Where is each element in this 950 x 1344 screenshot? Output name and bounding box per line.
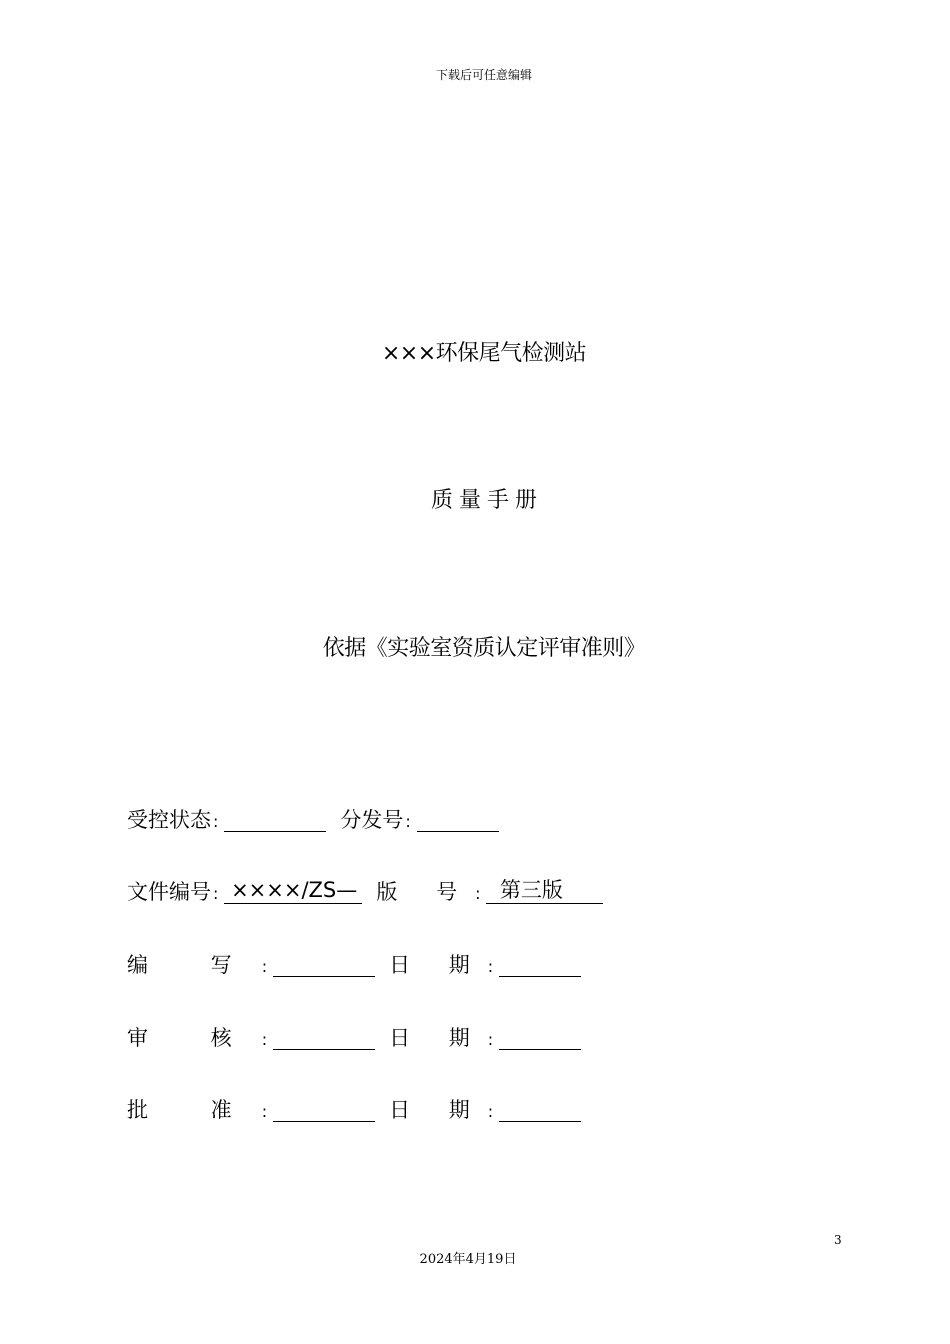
file-no-label: 文件编号 bbox=[127, 880, 211, 904]
version-label: 版 号 bbox=[376, 880, 474, 904]
colon: : bbox=[213, 884, 219, 903]
writer-label: 编 写 bbox=[127, 953, 260, 977]
reviewer-label: 审 核 bbox=[127, 1026, 260, 1050]
date-label: 日 期 bbox=[389, 1026, 486, 1050]
approver-row bbox=[127, 1092, 595, 1124]
control-status-blank[interactable] bbox=[224, 805, 326, 832]
colon: : bbox=[261, 1030, 268, 1049]
control-status-label: 受控状态 bbox=[127, 808, 211, 832]
reviewer-blank[interactable] bbox=[273, 1023, 375, 1050]
colon: : bbox=[487, 1030, 494, 1049]
organization-title: ×××环保尾气检测站 bbox=[381, 341, 587, 366]
colon: : bbox=[261, 957, 268, 976]
page-number: 3 bbox=[834, 1233, 842, 1247]
version-value[interactable]: 第三版 bbox=[486, 877, 603, 904]
document-title: 质量手册 bbox=[430, 488, 543, 513]
approver-label: 批 准 bbox=[127, 1098, 260, 1122]
date-label: 日 期 bbox=[389, 953, 486, 977]
writer-blank[interactable] bbox=[273, 950, 375, 977]
writer-date-blank[interactable] bbox=[499, 950, 581, 977]
date-label: 日 期 bbox=[389, 1098, 486, 1122]
approver-date-blank[interactable] bbox=[499, 1095, 581, 1122]
control-status-row bbox=[127, 802, 513, 834]
colon: : bbox=[475, 884, 481, 903]
file-number-row bbox=[127, 874, 617, 906]
colon: : bbox=[487, 957, 494, 976]
reviewer-row bbox=[127, 1020, 595, 1052]
colon: : bbox=[261, 1102, 268, 1121]
distribution-no-label: 分发号 bbox=[340, 808, 404, 832]
colon: : bbox=[213, 812, 219, 831]
header-note: 下载后可任意编辑 bbox=[435, 68, 532, 82]
distribution-no-blank[interactable] bbox=[417, 805, 499, 832]
file-no-value[interactable]: ××××/ZS— bbox=[224, 877, 362, 904]
basis-statement: 依据《实验室资质认定评审准则》 bbox=[322, 636, 646, 661]
footer-date: 2024年4月19日 bbox=[419, 1252, 517, 1267]
approver-blank[interactable] bbox=[273, 1095, 375, 1122]
reviewer-date-blank[interactable] bbox=[499, 1023, 581, 1050]
writer-row bbox=[127, 947, 595, 979]
colon: : bbox=[487, 1102, 494, 1121]
colon: : bbox=[405, 812, 411, 831]
